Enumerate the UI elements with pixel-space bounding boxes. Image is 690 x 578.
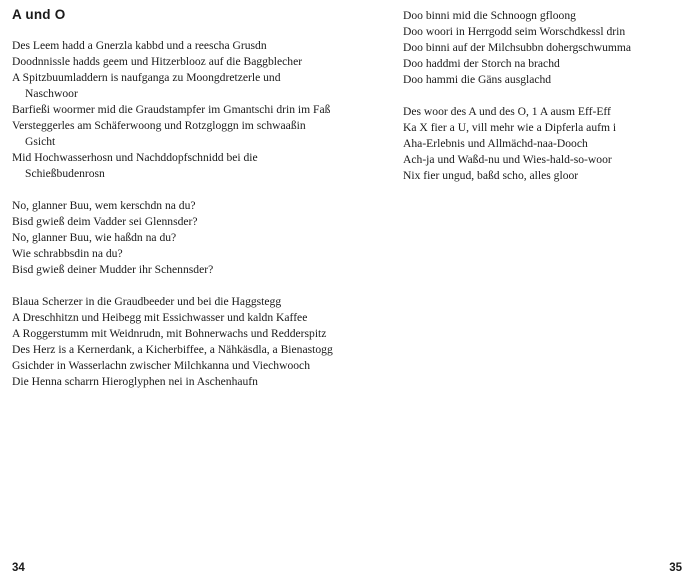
poem-line: Mid Hochwasserhosn und Nachddopfschnidd bei die Schießbudenrosn	[12, 151, 258, 180]
stanza	[403, 8, 683, 88]
poem-line: Bisd gwieß deiner Mudder ihr Schennsder?	[12, 263, 214, 276]
poem-line: Nix fier ungud, baßd scho, alles gloor	[403, 169, 579, 182]
poem-line: A Dreschhitzn und Heibegg mit Essichwasser und kaldn Kaffee	[12, 311, 308, 324]
poem-line: Doo binni mid die Schnoogn gfloong	[403, 9, 576, 22]
poem-line: Blaua Scherzer in die Graudbeeder und bei die Haggstegg	[12, 295, 282, 308]
poem-line: A Spitzbuumladdern is naufganga zu Moongdretzerle und Naschwoor	[12, 71, 281, 100]
poem-line: Des Leem hadd a Gnerzla kabbd und a reescha Grusdn	[12, 39, 267, 52]
poem-title: A und O	[12, 7, 66, 22]
stanza	[12, 198, 334, 278]
poem-line: Doo haddmi der Storch na brachd	[403, 57, 560, 70]
poem-line: Versteggerles am Schäferwoong und Rotzgloggn im schwaaßin Gsicht	[12, 119, 306, 148]
stanza	[403, 104, 683, 184]
page-number-left: 34	[12, 562, 25, 574]
poem-line: Aha-Erlebnis und Allmächd-naa-Dooch	[403, 137, 588, 150]
poem-line: Wie schrabbsdin na du?	[12, 247, 123, 260]
stanza	[12, 294, 334, 390]
poem-column-left	[12, 38, 334, 406]
poem-line: Ach-ja und Waßd-nu und Wies-hald-so-woor	[403, 153, 612, 166]
poem-line: Doo woori in Herrgodd seim Worschdkessl drin	[403, 25, 626, 38]
poem-line: Des Herz is a Kernerdank, a Kicherbiffee, a Nähkäsdla, a Bienastogg	[12, 343, 333, 356]
poem-line: No, glanner Buu, wie haßdn na du?	[12, 231, 177, 244]
page-left	[0, 0, 340, 578]
poem-line: Des woor des A und des O, 1 A ausm Eff-Eff	[403, 105, 611, 118]
poem-line: Ka X fier a U, vill mehr wie a Dipferla aufm i	[403, 121, 617, 134]
page-number-right: 35	[669, 562, 682, 574]
poem-line: Doodnnissle hadds geem und Hitzerblooz auf die Baggblecher	[12, 55, 303, 68]
poem-line: Bisd gwieß deim Vadder sei Glennsder?	[12, 215, 198, 228]
poem-line: A Roggerstumm mit Weidnrudn, mit Bohnerwachs und Redderspitz	[12, 327, 327, 340]
poem-line: Doo hammi die Gäns ausglachd	[403, 73, 552, 86]
stanza	[12, 38, 334, 182]
poem-line: Die Henna scharrn Hieroglyphen nei in Aschenhaufn	[12, 375, 258, 388]
poem-line: Gsichder in Wasserlachn zwischer Milchkanna und Viechwooch	[12, 359, 311, 372]
poem-line: No, glanner Buu, wem kerschdn na du?	[12, 199, 196, 212]
page-right	[345, 0, 690, 578]
poem-line: Doo binni auf der Milchsubbn dohergschwumma	[403, 41, 632, 54]
poem-column-right	[403, 8, 683, 200]
poem-line: Barfießi woormer mid die Graudstampfer im Gmantschi drin im Faß	[12, 103, 331, 116]
